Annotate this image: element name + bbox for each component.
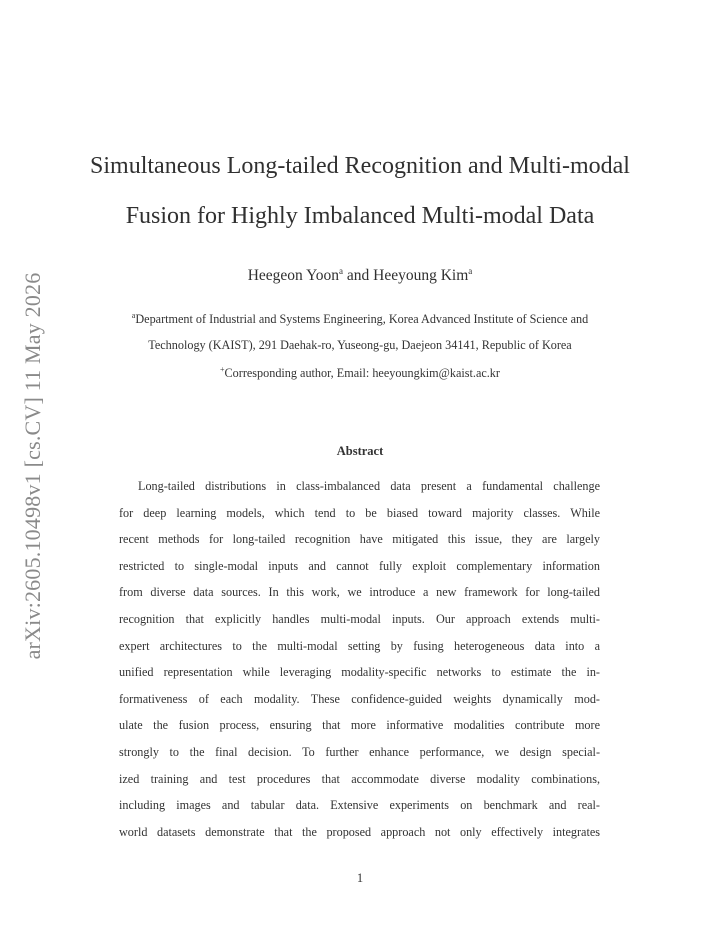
- abstract-line: restricted to single-modal inputs and cannot fully exploit complementary information: [119, 558, 600, 573]
- abstract-line: expert architectures to the multi-modal setting by fusing heterogeneous data into a: [119, 638, 600, 653]
- author-name: Heeyoung Kim: [373, 267, 469, 284]
- abstract-line: ulate the fusion process, ensuring that more informative modalities contribute more: [119, 718, 600, 733]
- paper-title-line-1: Simultaneous Long-tailed Recognition and Multi-modal: [90, 153, 630, 179]
- abstract-line: recent methods for long-tailed recognition have mitigated this issue, they are largely: [119, 532, 600, 547]
- affiliation-text: Department of Industrial and Systems Engineering, Korea Advanced Institute of Science and: [135, 312, 589, 326]
- affiliation-marker: a: [339, 266, 343, 276]
- author-list: [60, 266, 660, 285]
- paper-title-line-2: Fusion for Highly Imbalanced Multi-modal Data: [125, 203, 595, 229]
- abstract-line: formativeness of each modality. These confidence-guided weights dynamically mod-: [119, 691, 600, 706]
- abstract-line: including images and tabular data. Extensive experiments on benchmark and real-: [119, 798, 600, 813]
- abstract-body: [119, 479, 600, 851]
- abstract-line: world datasets demonstrate that the proposed approach not only effectively integrates: [119, 824, 600, 839]
- corresponding-author: [60, 365, 660, 381]
- arxiv-watermark: arXiv:2605.10498v1 [cs.CV] 11 May 2026: [20, 272, 45, 660]
- abstract-line: strongly to the final decision. To further enhance performance, we design special-: [119, 744, 600, 759]
- abstract-line: for deep learning models, which tend to be biased toward majority classes. While: [119, 505, 600, 520]
- abstract-line: recognition that explicitly handles multi-modal inputs. Our approach extends multi-: [119, 611, 600, 626]
- affiliation-line-2: Technology (KAIST), 291 Daehak-ro, Yuseong-gu, Daejeon 34141, Republic of Korea: [148, 338, 572, 352]
- author-name: Heegeon Yoon: [247, 267, 339, 284]
- corresponding-text: Corresponding author, Email: heeyoungkim@kaist.ac.kr: [224, 366, 500, 380]
- affiliation-marker: a: [131, 311, 136, 320]
- abstract-line: unified representation while leveraging modality-specific networks to estimate the in-: [119, 665, 600, 680]
- corresponding-marker: +: [220, 365, 225, 374]
- affiliation-marker: a: [468, 266, 473, 276]
- author-conjunction: and: [343, 267, 374, 284]
- abstract-line: Long-tailed distributions in class-imbalanced data present a fundamental challenge: [138, 479, 600, 493]
- abstract-heading: Abstract: [336, 444, 384, 458]
- page-number: 1: [356, 871, 364, 885]
- abstract-line: ized training and test procedures that accommodate diverse modality combinations,: [119, 771, 600, 786]
- abstract-line: from diverse data sources. In this work, we introduce a new framework for long-tailed: [119, 585, 600, 600]
- affiliation-line-1: [60, 311, 660, 327]
